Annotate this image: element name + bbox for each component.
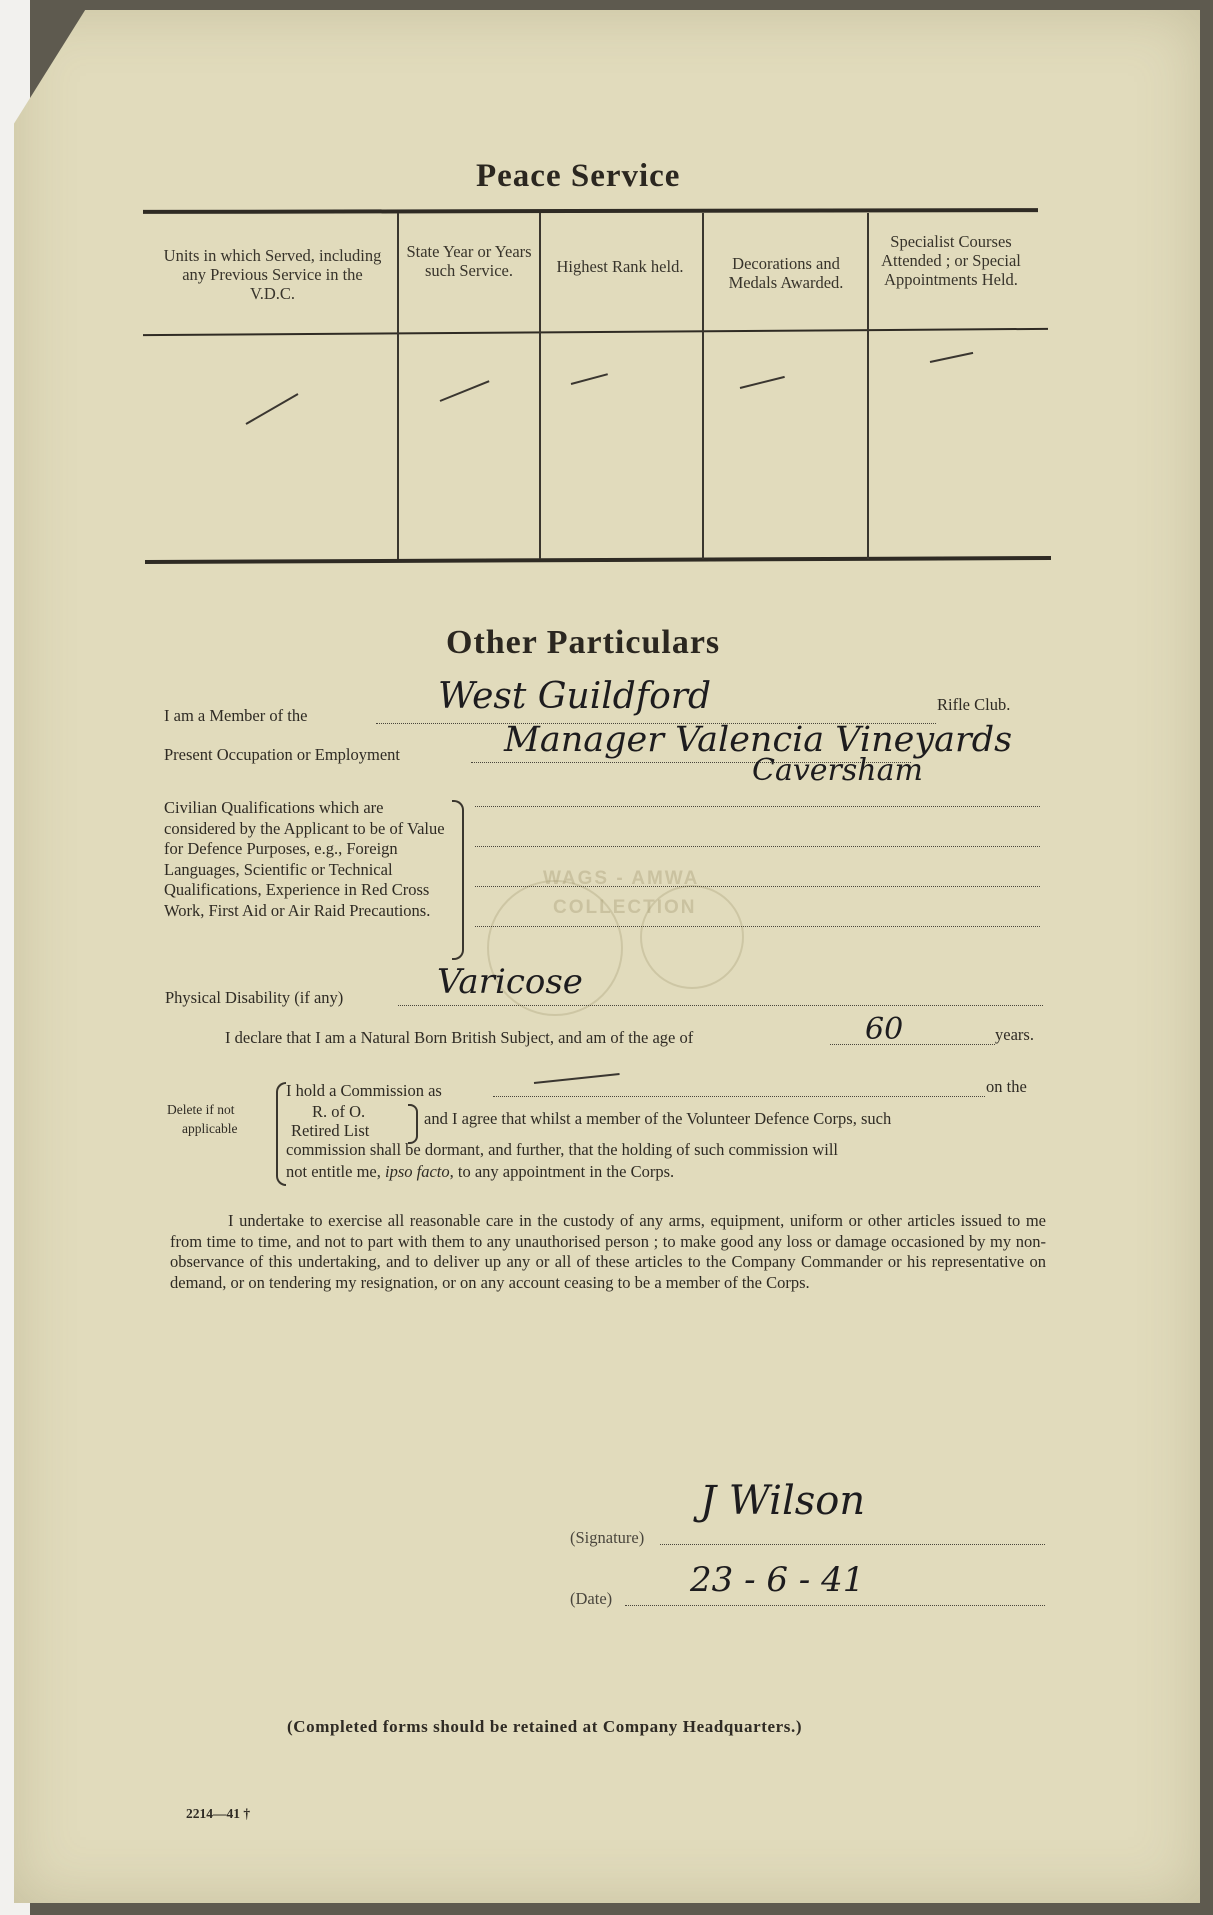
commission-text: I hold a Commission as: [286, 1081, 442, 1100]
column-header-courses: Specialist Courses Attended ; or Special Appointments Held.: [881, 232, 1021, 289]
commission-text-part: not entitle me,: [286, 1162, 385, 1181]
table-divider: [702, 213, 704, 559]
ro-brace: [408, 1104, 418, 1144]
member-handwritten: West Guildford: [438, 676, 712, 717]
qualifications-line: [475, 806, 1040, 807]
member-suffix: Rifle Club.: [937, 695, 1011, 714]
qualifications-line: [475, 926, 1040, 927]
disability-label: Physical Disability (if any): [165, 988, 344, 1007]
date-label: (Date): [570, 1589, 613, 1608]
footer-note: (Completed forms should be retained at Company Headquarters.): [287, 1717, 803, 1736]
signature-label: (Signature): [570, 1528, 645, 1547]
ipso-facto: ipso facto: [384, 1162, 450, 1181]
age-dotted-line: [830, 1044, 995, 1045]
qualifications-label: Civilian Qualifications which are considered by the Applicant to be of Value for Defence Purposes, e.g., Foreign Languages, Scientific or Technical Qualifications, Experience in Red Cross Work, First Aid or Air Raid Precautions.: [164, 798, 445, 920]
age-handwritten: 60: [865, 1012, 904, 1047]
column-header-rank: Highest Rank held.: [556, 257, 684, 276]
column-header-years: State Year or Years such Service.: [406, 242, 532, 280]
commission-on-the: on the: [986, 1077, 1027, 1096]
commission-text: commission shall be dormant, and further, that the holding of such commission will: [286, 1140, 839, 1159]
disability-handwritten: Varicose: [437, 962, 583, 1002]
peace-service-title: Peace Service: [476, 158, 681, 194]
form-code: 2214—41 †: [186, 1806, 251, 1821]
watermark-text: COLLECTION: [553, 897, 697, 918]
declaration-text: I declare that I am a Natural Born British Subject, and am of the age of: [225, 1028, 694, 1047]
qualifications-brace: [452, 800, 464, 960]
other-particulars-title: Other Particulars: [446, 624, 721, 661]
commission-text-part: , to any appointment in the Corps.: [449, 1162, 675, 1181]
disability-dotted-line: [398, 1005, 1043, 1006]
declaration-suffix: years.: [995, 1025, 1034, 1044]
table-divider: [397, 213, 399, 559]
watermark-text: WAGS - AMWA: [543, 868, 700, 889]
qualifications-line: [475, 846, 1040, 847]
occupation-handwritten-2: Caversham: [752, 753, 923, 788]
qualifications-line: [475, 886, 1040, 887]
date-handwritten: 23 - 6 - 41: [690, 1560, 865, 1600]
date-dotted-line: [625, 1605, 1045, 1606]
commission-text: [286, 1162, 674, 1182]
signature-dotted-line: [660, 1544, 1045, 1545]
commission-brace: [276, 1082, 286, 1186]
retired-list: Retired List: [291, 1121, 370, 1140]
signature-handwritten: J Wilson: [700, 1478, 866, 1524]
occupation-handwritten: Manager Valencia Vineyards: [504, 720, 1013, 760]
reserve-of-officers: R. of O.: [312, 1102, 366, 1121]
occupation-label: Present Occupation or Employment: [164, 745, 400, 764]
commission-text: and I agree that whilst a member of the Volunteer Defence Corps, such: [424, 1109, 892, 1128]
column-header-units: Units in which Served, including any Previous Service in the V.D.C.: [163, 246, 382, 303]
delete-note: applicable: [182, 1121, 238, 1136]
column-header-decorations: Decorations and Medals Awarded.: [728, 254, 844, 292]
delete-note: Delete if not: [167, 1102, 235, 1117]
member-label: I am a Member of the: [164, 706, 308, 725]
table-divider: [539, 213, 541, 559]
commission-dotted-line: [493, 1096, 985, 1097]
table-divider: [867, 213, 869, 559]
undertaking-paragraph: I undertake to exercise all reasonable care in the custody of any arms, equipment, uniform or other articles issued to me from time to time, and not to part with them to any unauthorised person ; to make good any loss or damage occasioned by my non-observance of this undertaking, and to deliver up any or all of these articles to the Company Commander or his representative on demand, or on tendering my resignation, or on any account ceasing to be a member of the Corps.: [170, 1211, 1046, 1292]
